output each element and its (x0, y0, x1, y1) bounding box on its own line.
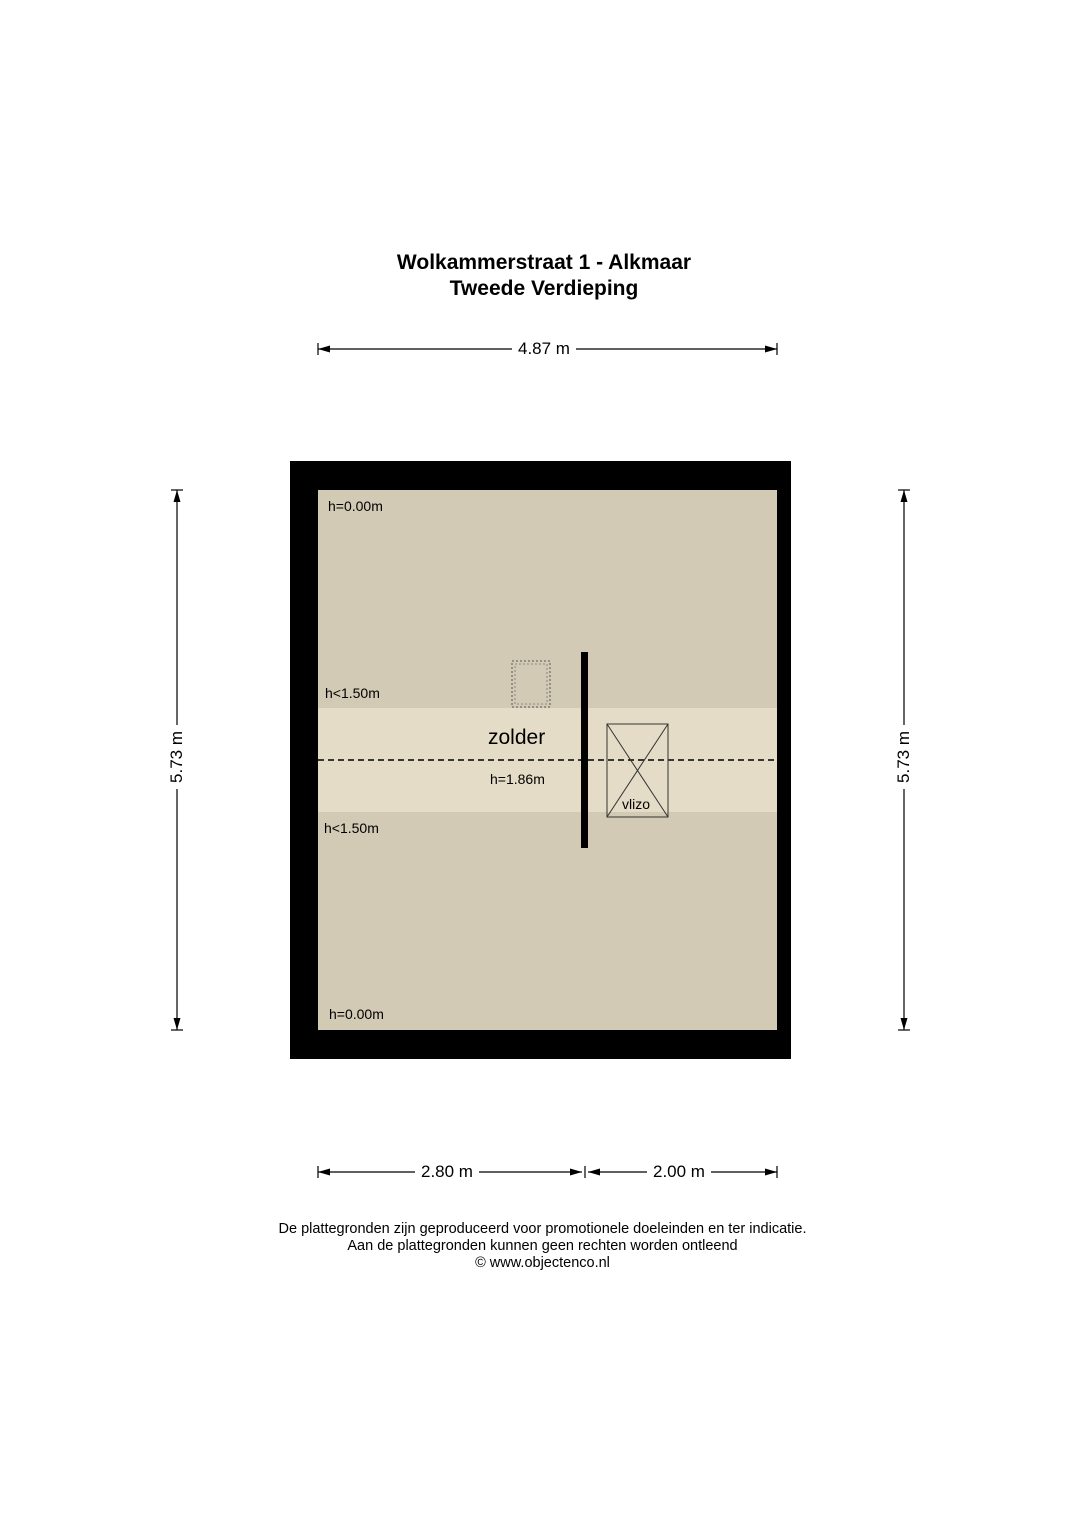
height-label-bottom: h=0.00m (329, 1006, 384, 1022)
dimension-label-top: 4.87 m (512, 339, 576, 359)
room-name: zolder (488, 726, 546, 749)
page-title: Wolkammerstraat 1 - Alkmaar (396, 251, 692, 274)
height-label-ridge: h=1.86m (490, 771, 545, 787)
dimension-label-bottom-right: 2.00 m (647, 1162, 711, 1182)
floor-name: Tweede Verdieping (449, 277, 639, 300)
dimension-label-left: 5.73 m (167, 725, 187, 789)
height-label-top: h=0.00m (328, 498, 383, 514)
hatch-label: vlizo (622, 796, 651, 812)
height-label-upper-slope: h<1.50m (325, 685, 380, 701)
dimension-label-bottom-left: 2.80 m (415, 1162, 479, 1182)
disclaimer-line-1: De plattegronden zijn geproduceerd voor promotionele doeleinden en ter indicatie. (278, 1221, 807, 1237)
height-label-lower-slope: h<1.50m (324, 820, 379, 836)
partition-wall (581, 652, 588, 848)
disclaimer-line-2: Aan de plattegronden kunnen geen rechten worden ontleend (347, 1238, 738, 1254)
dimension-label-right: 5.73 m (894, 725, 914, 789)
copyright-line: © www.objectenco.nl (475, 1255, 610, 1271)
